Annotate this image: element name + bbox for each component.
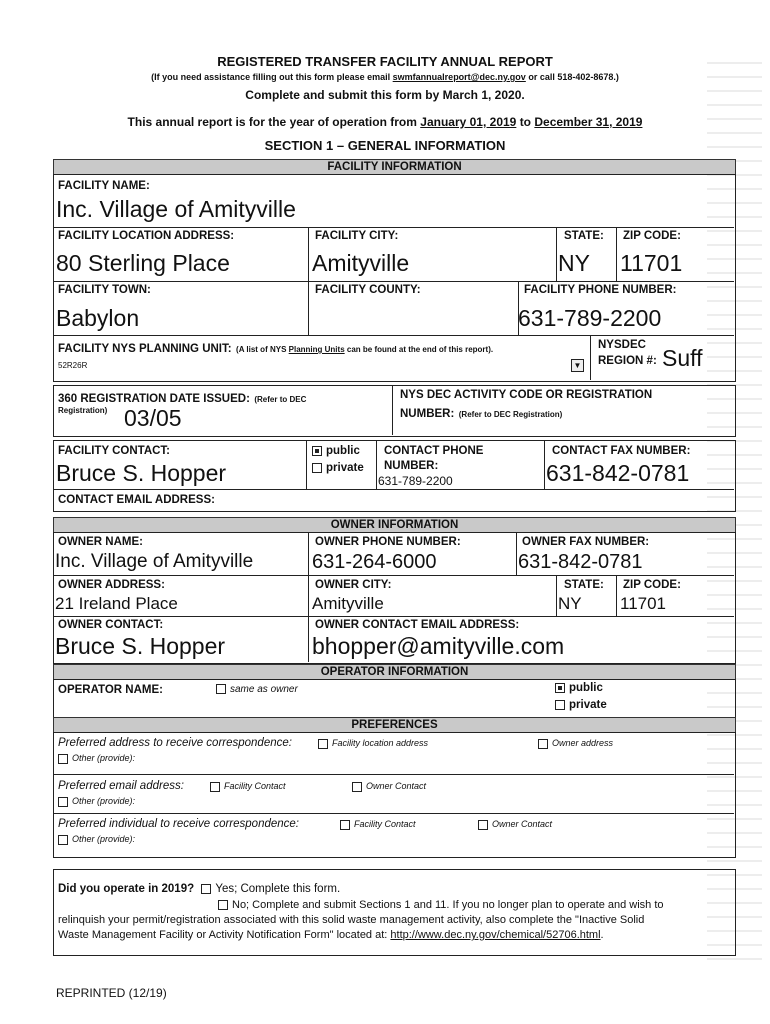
assistance-text: (If you need assistance filling out this form please email (151, 72, 391, 82)
submit-deadline: Complete and submit this form by March 1, 2020. (245, 88, 525, 102)
contact-fax-label: CONTACT FAX NUMBER: (552, 445, 691, 457)
pref-email-other-checkbox[interactable] (58, 797, 68, 807)
same-as-owner-label: same as owner (230, 684, 298, 695)
public-checkbox[interactable] (312, 446, 322, 456)
planning-note-post: can be found at the end of this report). (346, 345, 494, 354)
owner-email-field[interactable]: bhopper@amityville.com (312, 633, 565, 659)
activity-code-note: (Refer to DEC Registration) (458, 410, 563, 419)
operate-no-line3 (58, 929, 604, 941)
activity-code-label-1: NYS DEC ACTIVITY CODE OR REGISTRATION (400, 389, 653, 401)
facility-info-bar: FACILITY INFORMATION (53, 159, 736, 175)
report-period (0, 115, 770, 129)
contact-email-label: CONTACT EMAIL ADDRESS: (58, 494, 215, 506)
reg-date-note-2: Registration) (58, 406, 108, 415)
pref-individual-owner-label: Owner Contact (492, 819, 553, 829)
owner-address-label: OWNER ADDRESS: (58, 579, 165, 591)
operator-name-label: OPERATOR NAME: (58, 684, 163, 696)
operator-public-checkbox[interactable] (555, 683, 565, 693)
pref-email-owner-checkbox[interactable] (352, 782, 362, 792)
pref-email-owner-option[interactable] (352, 781, 426, 792)
pref-email-facility-label: Facility Contact (224, 781, 286, 791)
facility-city-label: FACILITY CITY: (315, 230, 399, 242)
owner-name-field[interactable]: Inc. Village of Amityville (55, 551, 254, 572)
pref-email-other-option[interactable] (58, 796, 135, 807)
operator-info-bar: OPERATOR INFORMATION (53, 664, 736, 680)
preferences-bar: PREFERENCES (53, 717, 736, 733)
operate-question-row (58, 883, 340, 895)
pref-email-other-label: Other (provide): (72, 796, 136, 806)
planning-unit-label: FACILITY NYS PLANNING UNIT: (58, 343, 232, 355)
pref-email-facility-checkbox[interactable] (210, 782, 220, 792)
owner-contact-label: OWNER CONTACT: (58, 619, 164, 631)
pref-individual-facility-label: Facility Contact (354, 819, 416, 829)
owner-contact-field[interactable]: Bruce S. Hopper (55, 633, 226, 659)
owner-fax-label: OWNER FAX NUMBER: (522, 536, 650, 548)
private-checkbox[interactable] (312, 463, 322, 473)
operator-private-checkbox[interactable] (555, 700, 565, 710)
owner-state-field[interactable]: NY (558, 594, 582, 613)
facility-phone-field[interactable]: 631-789-2200 (518, 305, 662, 331)
owner-city-label: OWNER CITY: (315, 579, 392, 591)
owner-zip-field[interactable]: 11701 (620, 594, 667, 613)
owner-fax-field[interactable]: 631-842-0781 (518, 551, 643, 573)
owner-state-label: STATE: (564, 579, 604, 591)
facility-address-field[interactable]: 80 Sterling Place (56, 250, 230, 276)
period-prefix: This annual report is for the year of operation from (127, 115, 417, 129)
pref-email-facility-option[interactable] (210, 781, 286, 792)
planning-unit-value[interactable]: 52R26R (58, 361, 88, 370)
facility-town-label: FACILITY TOWN: (58, 284, 151, 296)
pref-individual-label: Preferred individual to receive correspondence: (58, 818, 299, 830)
facility-zip-label: ZIP CODE: (623, 230, 681, 242)
planning-units-link[interactable]: Planning Units (288, 345, 345, 354)
pref-email-owner-label: Owner Contact (366, 781, 427, 791)
facility-county-label: FACILITY COUNTY: (315, 284, 421, 296)
section-title: SECTION 1 – GENERAL INFORMATION (264, 138, 506, 153)
owner-phone-field[interactable]: 631-264-6000 (312, 551, 437, 573)
facility-state-field[interactable]: NY (558, 250, 590, 276)
owner-zip-label: ZIP CODE: (623, 579, 681, 591)
pref-address-facility-option[interactable] (318, 738, 428, 749)
operate-no-line3-text: Waste Management Facility or Activity Notification Form" located at: (58, 929, 388, 941)
period-from: January 01, 2019 (420, 115, 517, 129)
pref-individual-owner-checkbox[interactable] (478, 820, 488, 830)
pref-individual-facility-option[interactable] (340, 819, 416, 830)
pref-individual-facility-checkbox[interactable] (340, 820, 350, 830)
operator-public-option[interactable] (555, 682, 603, 694)
operate-no-line3-end: . (600, 929, 604, 941)
private-label: private (326, 462, 364, 474)
facility-name-field[interactable]: Inc. Village of Amityville (56, 196, 296, 222)
operator-private-option[interactable] (555, 699, 607, 711)
activity-code-row (400, 404, 562, 422)
contact-fax-field[interactable]: 631-842-0781 (546, 460, 690, 486)
facility-town-field[interactable]: Babylon (56, 305, 140, 331)
public-label: public (326, 445, 360, 457)
pref-address-other-label: Other (provide): (72, 753, 136, 763)
pref-address-facility-label: Facility location address (332, 738, 429, 748)
form-title: REGISTERED TRANSFER FACILITY ANNUAL REPORT (217, 54, 553, 69)
owner-email-label: OWNER CONTACT EMAIL ADDRESS: (315, 619, 520, 631)
owner-phone-label: OWNER PHONE NUMBER: (315, 536, 461, 548)
owner-info-bar: OWNER INFORMATION (53, 517, 736, 533)
operate-no-line2: relinquish your permit/registration associated with this solid waste management activity, also complete the "Inactive Solid (58, 914, 645, 926)
owner-city-field[interactable]: Amityville (312, 594, 384, 613)
assistance-email-link[interactable]: swmfannualreport@dec.ny.gov (392, 72, 526, 82)
pref-address-facility-checkbox[interactable] (318, 739, 328, 749)
owner-address-field[interactable]: 21 Ireland Place (55, 594, 178, 613)
pref-address-label: Preferred address to receive correspondence: (58, 737, 292, 749)
facility-phone-label: FACILITY PHONE NUMBER: (524, 284, 677, 296)
operate-yes-label: Yes; Complete this form. (215, 883, 341, 895)
same-as-owner-checkbox[interactable] (216, 684, 226, 694)
pref-individual-other-label: Other (provide): (72, 834, 136, 844)
planning-unit-row (58, 339, 493, 357)
region-label-line1: NYSDEC (598, 339, 646, 351)
planning-dropdown-chevron-icon[interactable]: ▼ (571, 359, 584, 372)
contact-private-option[interactable] (312, 462, 364, 474)
period-to-word: to (519, 115, 532, 129)
activity-code-label-2: NUMBER: (400, 408, 455, 420)
pref-address-other-checkbox[interactable] (58, 754, 68, 764)
contact-public-option[interactable] (312, 445, 360, 457)
operate-no-line1: No; Complete and submit Sections 1 and 11. If you no longer plan to operate and wish to (232, 899, 664, 911)
facility-city-field[interactable]: Amityville (312, 250, 410, 276)
facility-zip-field[interactable]: 11701 (620, 250, 683, 276)
reg-date-note-1: (Refer to DEC (254, 395, 307, 404)
facility-contact-label: FACILITY CONTACT: (58, 445, 171, 457)
facility-contact-field[interactable]: Bruce S. Hopper (56, 460, 227, 486)
contact-phone-label-1: CONTACT PHONE (384, 445, 484, 457)
owner-name-label: OWNER NAME: (58, 536, 143, 548)
reg-date-label: 360 REGISTRATION DATE ISSUED: (58, 393, 250, 405)
period-to: December 31, 2019 (534, 115, 643, 129)
pref-address-owner-label: Owner address (552, 738, 614, 748)
reprinted-note: REPRINTED (12/19) (56, 986, 167, 1000)
planning-unit-note (236, 345, 493, 354)
reg-date-field[interactable]: 03/05 (124, 405, 182, 431)
pref-address-other-option[interactable] (58, 753, 135, 764)
facility-address-label: FACILITY LOCATION ADDRESS: (58, 230, 235, 242)
facility-state-label: STATE: (564, 230, 604, 242)
assistance-note (0, 72, 770, 82)
facility-name-label: FACILITY NAME: (58, 180, 150, 192)
pref-address-owner-option[interactable] (538, 738, 613, 749)
preferences-box (53, 732, 736, 858)
operator-public-label: public (569, 682, 603, 694)
contact-phone-field[interactable]: 631-789-2200 (378, 474, 453, 488)
region-field[interactable]: Suff (662, 345, 703, 371)
assistance-phone: or call 518-402-8678.) (528, 72, 619, 82)
operator-private-label: private (569, 699, 607, 711)
contact-phone-label-2: NUMBER: (384, 460, 439, 472)
pref-individual-other-option[interactable] (58, 834, 135, 845)
operate-no-checkbox[interactable] (218, 900, 228, 910)
planning-note-pre: (A list of NYS (236, 345, 287, 354)
operate-no-row (218, 899, 664, 911)
pref-email-label: Preferred email address: (58, 780, 184, 792)
pref-individual-owner-option[interactable] (478, 819, 552, 830)
reg-date-row (58, 389, 306, 407)
pref-address-owner-checkbox[interactable] (538, 739, 548, 749)
same-as-owner-option[interactable] (216, 684, 298, 695)
pref-individual-other-checkbox[interactable] (58, 835, 68, 845)
inactive-form-link[interactable]: http://www.dec.ny.gov/chemical/52706.html (390, 929, 601, 941)
operate-question: Did you operate in 2019? (58, 883, 195, 895)
region-label-line2: REGION #: (598, 355, 657, 367)
operate-yes-checkbox[interactable] (201, 884, 211, 894)
